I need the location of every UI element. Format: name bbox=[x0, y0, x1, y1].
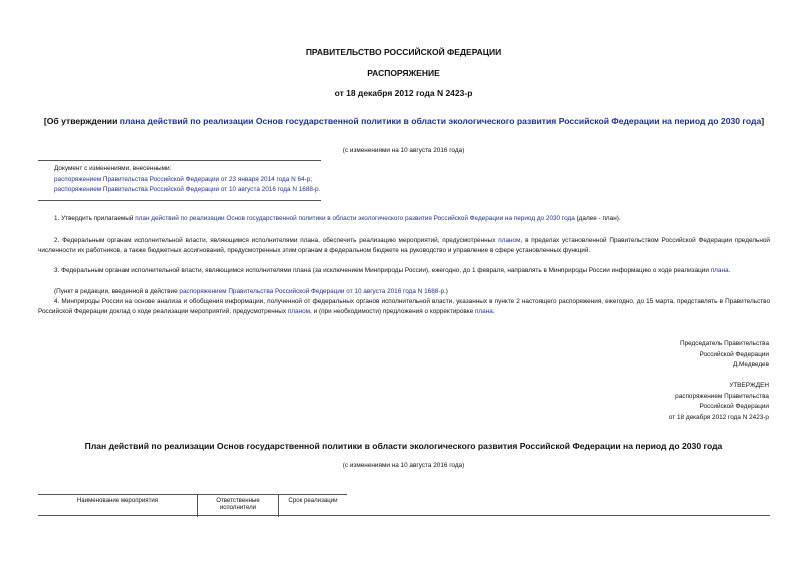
document-date-number: от 18 декабря 2012 года N 2423-р bbox=[334, 88, 473, 98]
approval-block bbox=[669, 381, 769, 423]
p3-tail: . bbox=[728, 267, 731, 274]
signature-line-1: Председатель Правительства bbox=[680, 340, 769, 347]
p3-note-tail: .) bbox=[444, 288, 448, 295]
change-link-1[interactable]: распоряжением Правительства Российской Федерации от 23 января 2014 года N 64-р; bbox=[54, 175, 313, 183]
p1-text: 1. Утвердить прилагаемый bbox=[54, 215, 136, 222]
header-responsible: Ответственные исполнители bbox=[198, 495, 279, 518]
table-header-row bbox=[38, 495, 347, 518]
title-suffix: ] bbox=[761, 116, 765, 126]
p2-text: 2. Федеральным органам исполнительной власти, являющимся исполнителями плана, обеспечить реализацию мероприятий, предусмотренных bbox=[54, 237, 499, 244]
p3-plan-link[interactable]: плана bbox=[710, 267, 729, 274]
signature-name: Д.Медведев bbox=[732, 361, 769, 368]
p3-note-link[interactable]: распоряжением Правительства Российской Федерации от 10 августа 2016 года N 1688-р bbox=[179, 288, 445, 295]
header-deadline: Срок реализации bbox=[279, 495, 348, 518]
approval-line-3: Российской Федерации bbox=[699, 403, 769, 410]
plan-changes-note: (с изменениями на 10 августа 2016 года) bbox=[342, 462, 465, 469]
header-activity-name: Наименование мероприятия bbox=[38, 495, 198, 518]
table-bottom-rule bbox=[38, 515, 770, 516]
signature-block bbox=[680, 339, 769, 371]
p4-plan-link[interactable]: планом bbox=[287, 308, 311, 315]
plan-title: План действий по реализации Основ государственной политики в области экологического развития Российской Федерации на период до 2030 года bbox=[84, 441, 723, 451]
p4-plan-link-2[interactable]: плана bbox=[474, 308, 493, 315]
document-type: РАСПОРЯЖЕНИЕ bbox=[367, 68, 440, 78]
paragraph-3 bbox=[38, 266, 770, 276]
changes-note: (с изменениями на 10 августа 2016 года) bbox=[342, 147, 465, 154]
approval-line-4: от 18 декабря 2012 года N 2423-р bbox=[668, 413, 769, 421]
signature-line-2: Российской Федерации bbox=[699, 350, 769, 358]
changes-block bbox=[54, 164, 320, 196]
approval-line-1: УТВЕРЖДЕН bbox=[729, 382, 769, 389]
plan-table bbox=[38, 494, 347, 517]
p2-plan-link[interactable]: планом bbox=[498, 237, 521, 244]
p2-tail: , в пределах установленной Правительством Российской Федерации предельной численности их работников, а также бюджетных ассигнований, предусмотренных этим органам в федеральном бюджете на руководство и управление в сфере установленных функций. bbox=[38, 237, 770, 254]
document-title bbox=[38, 116, 770, 127]
p1-plan-link[interactable]: план действий по реализации Основ государственной политики в области экологического развития Российской Федерации на период до 2030 года bbox=[135, 215, 575, 222]
paragraph-1 bbox=[38, 214, 770, 224]
approval-line-2: распоряжением Правительства bbox=[675, 392, 769, 400]
p4-tail: . bbox=[492, 308, 495, 315]
paragraph-3-note bbox=[38, 287, 770, 297]
divider-bottom bbox=[38, 200, 321, 201]
p3-note-text: (Пункт в редакции, введенной в действие bbox=[54, 288, 180, 295]
divider-top bbox=[38, 160, 321, 161]
title-prefix: [Об утверждении bbox=[43, 116, 120, 126]
p4-text: 4. Минприроды России на основе анализа и обобщения информации, полученной от федеральных органов исполнительной власти, указанных в пункте 2 настоящего распоряжения, ежегодно, до 15 марта, представлять в Правительство Российской Федерации доклад о ходе реализации мероприятий, предусмотренных bbox=[38, 298, 770, 315]
changes-intro: Документ с изменениями, внесенными: bbox=[54, 165, 172, 172]
p1-tail: (далее - план). bbox=[574, 215, 621, 222]
change-link-2[interactable]: распоряжением Правительства Российской Федерации от 10 августа 2016 года N 1688-р. bbox=[54, 186, 321, 193]
title-link[interactable]: плана действий по реализации Основ государственной политики в области экологического развития Российской Федерации на период до 2030 года bbox=[119, 116, 762, 126]
p4-mid: , и (при необходимости) предложения о корректировке bbox=[310, 308, 475, 315]
paragraph-2 bbox=[38, 236, 770, 256]
paragraph-4 bbox=[38, 297, 770, 317]
p3-text: 3. Федеральным органам исполнительной власти, являющимся исполнителями плана (за исключением Минприроды России), ежегодно, до 1 февраля, направлять в Минприроды России информацию о ходе реализации bbox=[54, 267, 711, 274]
government-name: ПРАВИТЕЛЬСТВО РОССИЙСКОЙ ФЕДЕРАЦИИ bbox=[305, 47, 502, 57]
